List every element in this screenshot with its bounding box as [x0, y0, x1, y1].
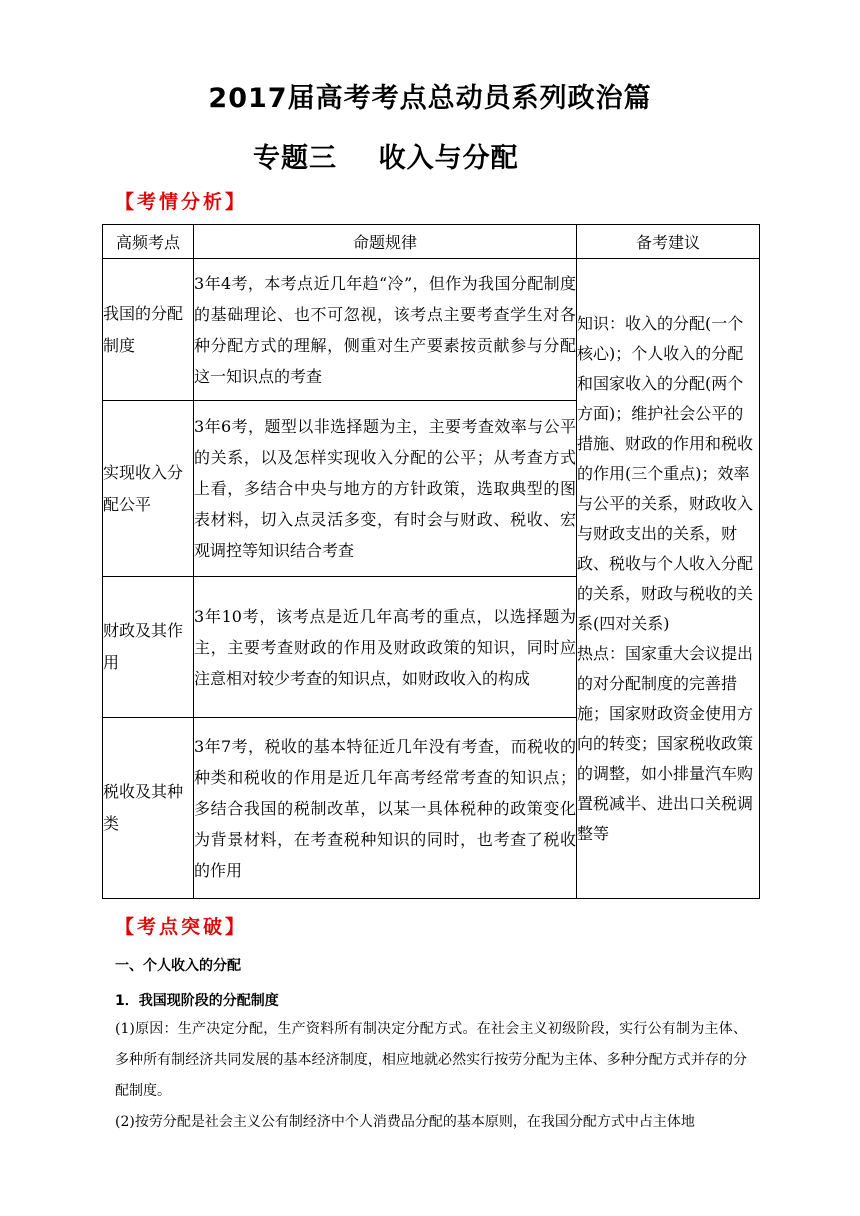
topic-cell: 财政及其作用	[103, 577, 194, 718]
paragraph-labor-distribution: (2)按劳分配是社会主义公有制经济中个人消费品分配的基本原则，在我国分配方式中占主体地	[115, 1114, 695, 1130]
table-header-cell: 命题规律	[194, 225, 577, 259]
topic-cell: 我国的分配制度	[103, 259, 194, 401]
topic-cell: 实现收入分配公平	[103, 401, 194, 577]
pattern-cell: 3年10考，该考点是近几年高考的重点，以选择题为主，主要考查财政的作用及财政政策的知识，同时应注意相对较少考查的知识点，如财政收入的构成	[194, 577, 577, 718]
paragraph-reason: (1)原因：生产决定分配，生产资料所有制决定分配方式。在社会主义初级阶段，实行公有制为主体、多种所有制经济共同发展的基本经济制度，相应地就必然实行按劳分配为主体、多种分配方式并存的分配制度。	[115, 1021, 747, 1099]
pattern-cell: 3年4考，本考点近几年趋“冷”，但作为我国分配制度的基础理论、也不可忽视，该考点主要考查学生对各种分配方式的理解，侧重对生产要素按贡献参与分配这一知识点的考查	[194, 259, 577, 401]
heading-personal-income: 一、个人收入的分配	[115, 958, 241, 974]
advice-text: 知识：收入的分配(一个核心)；个人收入的分配和国家收入的分配(两个方面)；维护社会公平的措施、财政的作用和税收的作用(三个重点)；效率与公平的关系，财政收入与财政支出的关系，财政、税收与个人收入分配的关系，财政与税收的关系(四对关系) 热点：国家重大会议提出的对分配制度的完善措施；国家财政资金使用方向的转变；国家税收政策的调整，如小排量汽车购置税减半、进出口关税调整等	[577, 313, 754, 843]
document-title: 2017届高考考点总动员系列政治篇	[208, 83, 652, 114]
exam-analysis-table	[102, 224, 760, 899]
topic-subtitle: 专题三 收入与分配	[253, 143, 519, 174]
table-header-row	[103, 225, 760, 259]
topic-cell: 税收及其种类	[103, 718, 194, 899]
heading-distribution-system: 1．我国现阶段的分配制度	[115, 993, 279, 1009]
pattern-cell: 3年7考，税收的基本特征近几年没有考查，而税收的种类和税收的作用是近几年高考经常考查的知识点；多结合我国的税制改革，以某一具体税种的政策变化为背景材料，在考查税种知识的同时，也考查了税收的作用	[194, 718, 577, 899]
advice-cell	[577, 259, 760, 899]
pattern-cell: 3年6考，题型以非选择题为主，主要考查效率与公平的关系，以及怎样实现收入分配的公平；从考查方式上看，多结合中央与地方的方针政策，选取典型的图表材料，切入点灵活多变，有时会与财政、税收、宏观调控等知识结合考查	[194, 401, 577, 577]
table-header-cell: 高频考点	[103, 225, 194, 259]
section-heading-analysis: 【考情分析】	[115, 191, 248, 213]
table-row	[103, 259, 760, 401]
table-header-cell: 备考建议	[577, 225, 760, 259]
section-heading-breakthrough: 【考点突破】	[115, 916, 248, 938]
